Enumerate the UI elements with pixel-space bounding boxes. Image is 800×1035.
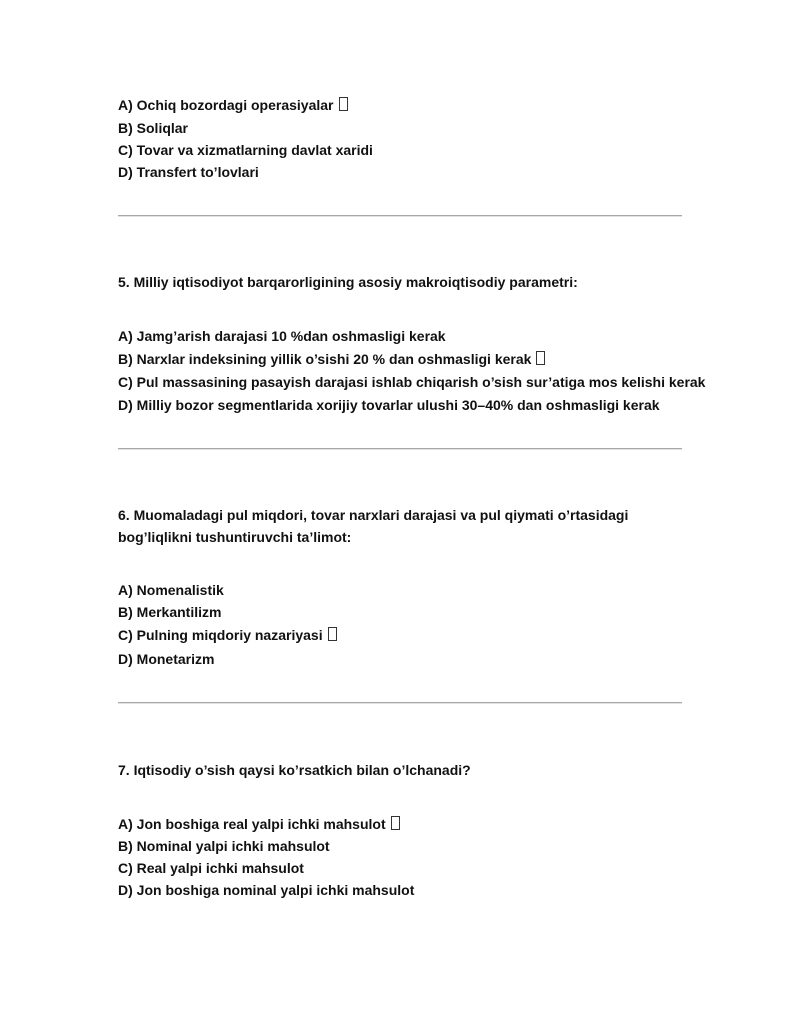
q6-option-d — [118, 650, 214, 668]
option-text: D) Transfert to’lovlari — [118, 164, 259, 180]
option-text: D) Jon boshiga nominal yalpi ichki mahsulot — [118, 882, 415, 898]
question-7-text — [118, 761, 471, 779]
answer-mark-icon — [536, 351, 545, 365]
option-text: A) Jamg’arish darajasi 10 %dan oshmasligi kerak — [118, 328, 446, 344]
option-text: C) Real yalpi ichki mahsulot — [118, 860, 304, 876]
question-6-text-line1 — [118, 506, 628, 524]
q7-option-c — [118, 859, 304, 877]
option-text: C) Pul massasining pasayish darajasi ishlab chiqarish o’sish sur’atiga mos kelishi kerak — [118, 374, 706, 390]
option-text: D) Monetarizm — [118, 651, 215, 667]
section-divider — [118, 215, 682, 217]
q5-option-c — [118, 373, 705, 391]
q7-option-d — [118, 881, 414, 899]
q5-option-a — [118, 327, 446, 345]
q6-option-c — [118, 626, 337, 644]
option-text: C) Pulning miqdoriy nazariyasi — [118, 627, 323, 643]
question-text: 7. Iqtisodiy o’sish qaysi ko’rsatkich bilan o’lchanadi? — [118, 762, 471, 778]
question-text: 6. Muomaladagi pul miqdori, tovar narxlari darajasi va pul qiymati o’rtasidagi — [118, 507, 629, 523]
q6-option-b — [118, 603, 221, 621]
question-text: 5. Milliy iqtisodiyot barqarorligining asosiy makroiqtisodiy parametri: — [118, 274, 578, 290]
answer-mark-icon — [339, 97, 348, 111]
option-text: B) Nominal yalpi ichki mahsulot — [118, 838, 330, 854]
option-text: D) Milliy bozor segmentlarida xorijiy tovarlar ulushi 30–40% dan oshmasligi kerak — [118, 397, 660, 413]
option-text: C) Tovar va xizmatlarning davlat xaridi — [118, 142, 373, 158]
option-text: B) Merkantilizm — [118, 604, 222, 620]
option-text: A) Jon boshiga real yalpi ichki mahsulot — [118, 816, 386, 832]
question-text: bog’liqlikni tushuntiruvchi ta’limot: — [118, 529, 352, 545]
q5-option-d — [118, 396, 660, 414]
section-divider — [118, 702, 682, 704]
section-divider — [118, 448, 682, 450]
question-6-text-line2 — [118, 528, 351, 546]
question-5-text — [118, 273, 578, 291]
option-text: A) Ochiq bozordagi operasiyalar — [118, 97, 334, 113]
option-text: A) Nomenalistik — [118, 582, 224, 598]
option-c — [118, 141, 373, 159]
answer-mark-icon — [391, 816, 400, 830]
q7-option-b — [118, 837, 330, 855]
q6-option-a — [118, 581, 224, 599]
option-d — [118, 163, 259, 181]
option-text: B) Soliqlar — [118, 120, 189, 136]
option-a — [118, 96, 348, 114]
answer-mark-icon — [328, 627, 337, 641]
q5-option-b — [118, 350, 545, 368]
option-b — [118, 119, 188, 137]
option-text: B) Narxlar indeksining yillik o’sishi 20 % dan oshmasligi kerak — [118, 351, 532, 367]
q7-option-a — [118, 815, 400, 833]
